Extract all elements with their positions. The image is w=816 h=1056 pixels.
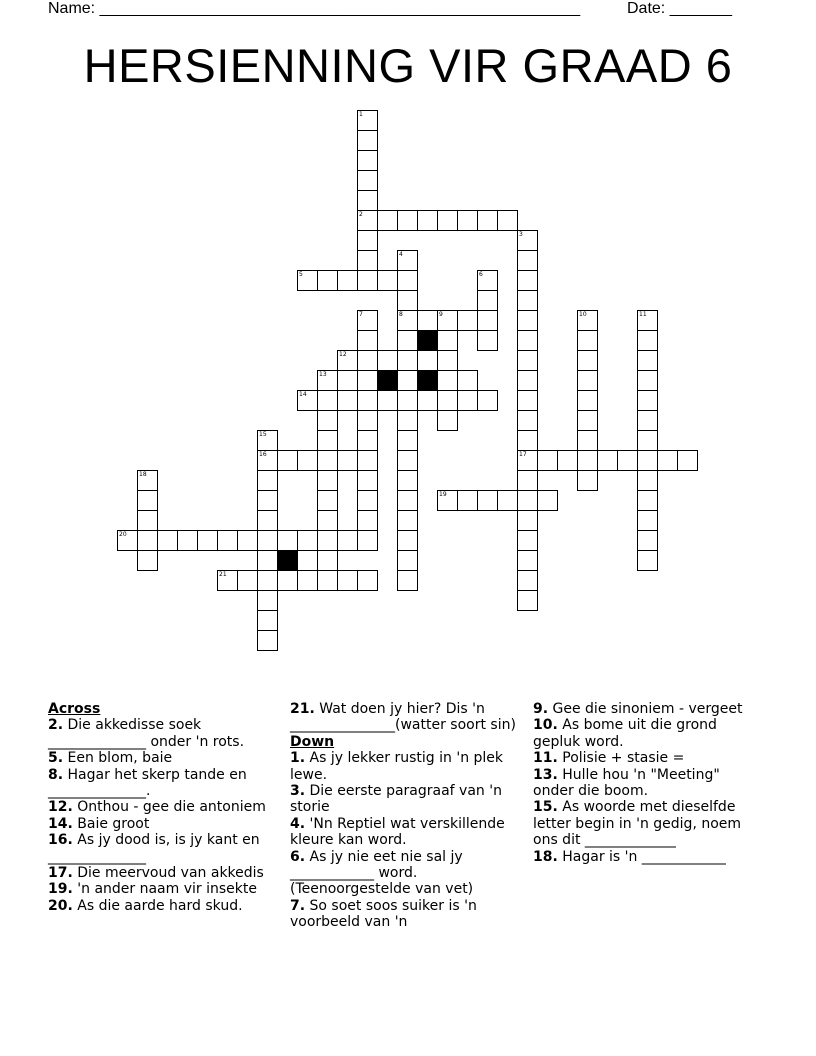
grid-cell[interactable] xyxy=(357,510,378,531)
grid-cell[interactable] xyxy=(417,390,438,411)
cell-number: 16 xyxy=(259,451,267,458)
cell-number: 2 xyxy=(359,211,363,218)
grid-cell[interactable] xyxy=(357,110,378,131)
grid-cell[interactable] xyxy=(537,490,558,511)
grid-cell[interactable] xyxy=(397,430,418,451)
grid-cell[interactable] xyxy=(257,510,278,531)
grid-cell[interactable] xyxy=(257,630,278,651)
grid-cell[interactable] xyxy=(577,390,598,411)
grid-cell[interactable] xyxy=(517,290,538,311)
grid-cell[interactable] xyxy=(217,530,238,551)
grid-cell[interactable] xyxy=(317,270,338,291)
grid-cell[interactable] xyxy=(637,370,658,391)
grid-cell[interactable] xyxy=(357,450,378,471)
grid-cell[interactable] xyxy=(397,310,418,331)
grid-cell[interactable] xyxy=(257,470,278,491)
clue-down-11: 11. Polisie + stasie = xyxy=(533,750,685,767)
grid-cell[interactable] xyxy=(317,370,338,391)
grid-cell[interactable] xyxy=(237,570,258,591)
grid-cell[interactable] xyxy=(317,510,338,531)
grid-cell[interactable] xyxy=(357,570,378,591)
grid-cell[interactable] xyxy=(597,450,618,471)
grid-cell[interactable] xyxy=(517,370,538,391)
grid-cell[interactable] xyxy=(457,490,478,511)
grid-cell[interactable] xyxy=(477,310,498,331)
clue-across-14: 14. Baie groot xyxy=(48,815,150,832)
grid-cell[interactable] xyxy=(337,530,358,551)
grid-cell[interactable] xyxy=(577,370,598,391)
grid-cell[interactable] xyxy=(337,270,358,291)
grid-cell[interactable] xyxy=(437,350,458,371)
grid-cell[interactable] xyxy=(397,450,418,471)
grid-cell[interactable] xyxy=(517,310,538,331)
grid-cell[interactable] xyxy=(637,450,658,471)
grid-cell[interactable] xyxy=(397,530,418,551)
grid-cell[interactable] xyxy=(457,370,478,391)
grid-cell[interactable] xyxy=(317,570,338,591)
grid-cell[interactable] xyxy=(397,290,418,311)
grid-cell[interactable] xyxy=(517,230,538,251)
grid-cell[interactable] xyxy=(277,530,298,551)
cell-number: 9 xyxy=(439,311,443,318)
clue-down-9: 9. Gee die sinoniem - vergeet xyxy=(533,701,743,717)
grid-cell[interactable] xyxy=(517,550,538,571)
grid-cell[interactable] xyxy=(537,450,558,471)
grid-cell[interactable] xyxy=(397,510,418,531)
grid-cell[interactable] xyxy=(397,390,418,411)
black-cell xyxy=(417,370,438,391)
grid-cell[interactable] xyxy=(257,490,278,511)
grid-cell[interactable] xyxy=(117,530,138,551)
grid-cell[interactable] xyxy=(357,150,378,171)
grid-cell[interactable] xyxy=(477,330,498,351)
grid-cell[interactable] xyxy=(417,350,438,371)
grid-cell[interactable] xyxy=(357,270,378,291)
grid-cell[interactable] xyxy=(517,270,538,291)
cell-number: 6 xyxy=(479,271,483,278)
grid-cell[interactable] xyxy=(577,470,598,491)
cell-number: 1 xyxy=(359,111,363,118)
across-heading: Across xyxy=(48,701,101,717)
clue-down-6: 6. As jy nie eet nie sal jy ____________ word. (Teenoorgestelde van vet) xyxy=(290,848,474,898)
grid-cell[interactable] xyxy=(377,210,398,231)
clue-down-13: 13. Hulle hou 'n "Meeting" onder die boom. xyxy=(533,766,720,800)
black-cell xyxy=(377,370,398,391)
grid-cell[interactable] xyxy=(317,410,338,431)
grid-cell[interactable] xyxy=(357,310,378,331)
grid-cell[interactable] xyxy=(517,590,538,611)
grid-cell[interactable] xyxy=(577,410,598,431)
grid-cell[interactable] xyxy=(257,550,278,571)
grid-cell[interactable] xyxy=(517,510,538,531)
clue-down-7: 7. So soet soos suiker is 'n voorbeeld van 'n xyxy=(290,897,477,931)
grid-cell[interactable] xyxy=(137,530,158,551)
black-cell xyxy=(277,550,298,571)
grid-cell[interactable] xyxy=(237,530,258,551)
grid-cell[interactable] xyxy=(137,550,158,571)
grid-cell[interactable] xyxy=(637,350,658,371)
grid-cell[interactable] xyxy=(197,530,218,551)
cell-number: 10 xyxy=(579,311,587,318)
grid-cell[interactable] xyxy=(437,210,458,231)
grid-cell[interactable] xyxy=(517,350,538,371)
grid-cell[interactable] xyxy=(257,450,278,471)
grid-cell[interactable] xyxy=(297,530,318,551)
cell-number: 12 xyxy=(339,351,347,358)
clue-across-8: 8. Hagar het skerp tande en ______________. xyxy=(48,766,247,800)
grid-cell[interactable] xyxy=(337,390,358,411)
grid-cell[interactable] xyxy=(357,250,378,271)
clue-down-3: 3. Die eerste paragraaf van 'n storie xyxy=(290,783,502,816)
cell-number: 7 xyxy=(359,311,363,318)
grid-cell[interactable] xyxy=(397,270,418,291)
clue-across-16: 16. As jy dood is, is jy kant en ______________ xyxy=(48,832,260,865)
grid-cell[interactable] xyxy=(457,310,478,331)
grid-cell[interactable] xyxy=(217,570,238,591)
grid-cell[interactable] xyxy=(397,470,418,491)
grid-cell[interactable] xyxy=(637,510,658,531)
cell-number: 19 xyxy=(439,491,447,498)
grid-cell[interactable] xyxy=(517,250,538,271)
grid-cell[interactable] xyxy=(517,390,538,411)
grid-cell[interactable] xyxy=(397,570,418,591)
grid-cell[interactable] xyxy=(557,450,578,471)
grid-cell[interactable] xyxy=(337,350,358,371)
grid-cell[interactable] xyxy=(577,310,598,331)
grid-cell[interactable] xyxy=(277,450,298,471)
grid-cell[interactable] xyxy=(477,270,498,291)
grid-cell[interactable] xyxy=(357,170,378,191)
grid-cell[interactable] xyxy=(637,530,658,551)
grid-cell[interactable] xyxy=(157,530,178,551)
grid-cell[interactable] xyxy=(317,470,338,491)
grid-cell[interactable] xyxy=(477,210,498,231)
grid-cell[interactable] xyxy=(577,330,598,351)
grid-cell[interactable] xyxy=(297,570,318,591)
grid-cell[interactable] xyxy=(357,370,378,391)
grid-cell[interactable] xyxy=(357,230,378,251)
grid-cell[interactable] xyxy=(477,490,498,511)
grid-cell[interactable] xyxy=(257,610,278,631)
clues-column-3 xyxy=(533,701,763,865)
down-heading: Down xyxy=(290,733,335,750)
grid-cell[interactable] xyxy=(637,410,658,431)
grid-cell[interactable] xyxy=(477,390,498,411)
clue-down-1: 1. As jy lekker rustig in 'n plek lewe. xyxy=(290,750,504,783)
grid-cell[interactable] xyxy=(397,210,418,231)
grid-cell[interactable] xyxy=(277,570,298,591)
grid-cell[interactable] xyxy=(437,370,458,391)
grid-cell[interactable] xyxy=(437,330,458,351)
grid-cell[interactable] xyxy=(397,550,418,571)
grid-cell[interactable] xyxy=(637,390,658,411)
grid-cell[interactable] xyxy=(317,390,338,411)
grid-cell[interactable] xyxy=(457,390,478,411)
grid-cell[interactable] xyxy=(397,490,418,511)
grid-cell[interactable] xyxy=(397,350,418,371)
grid-cell[interactable] xyxy=(137,510,158,531)
cell-number: 13 xyxy=(319,371,327,378)
cell-number: 5 xyxy=(299,271,303,278)
grid-cell[interactable] xyxy=(517,430,538,451)
cell-number: 15 xyxy=(259,431,267,438)
cell-number: 11 xyxy=(639,311,647,318)
grid-cell[interactable] xyxy=(357,390,378,411)
grid-cell[interactable] xyxy=(517,410,538,431)
grid-cell[interactable] xyxy=(357,130,378,151)
grid-cell[interactable] xyxy=(317,450,338,471)
grid-cell[interactable] xyxy=(357,190,378,211)
grid-cell[interactable] xyxy=(517,330,538,351)
grid-cell[interactable] xyxy=(397,250,418,271)
grid-cell[interactable] xyxy=(257,530,278,551)
cell-number: 4 xyxy=(399,251,403,258)
cell-number: 8 xyxy=(399,311,403,318)
grid-cell[interactable] xyxy=(337,450,358,471)
grid-cell[interactable] xyxy=(317,550,338,571)
cell-number: 17 xyxy=(519,451,527,458)
clue-down-18: 18. Hagar is 'n ____________ xyxy=(533,848,726,865)
grid-cell[interactable] xyxy=(657,450,678,471)
grid-cell[interactable] xyxy=(637,550,658,571)
grid-cell[interactable] xyxy=(437,410,458,431)
grid-cell[interactable] xyxy=(437,390,458,411)
grid-cell[interactable] xyxy=(457,210,478,231)
grid-cell[interactable] xyxy=(437,310,458,331)
grid-cell[interactable] xyxy=(317,430,338,451)
grid-cell[interactable] xyxy=(497,490,518,511)
grid-cell[interactable] xyxy=(317,490,338,511)
grid-cell[interactable] xyxy=(577,430,598,451)
grid-cell[interactable] xyxy=(357,470,378,491)
grid-cell[interactable] xyxy=(377,270,398,291)
cell-number: 20 xyxy=(119,531,127,538)
grid-cell[interactable] xyxy=(417,310,438,331)
cell-number: 14 xyxy=(299,391,307,398)
grid-cell[interactable] xyxy=(637,310,658,331)
grid-cell[interactable] xyxy=(577,450,598,471)
black-cell xyxy=(417,330,438,351)
grid-cell[interactable] xyxy=(637,490,658,511)
grid-cell[interactable] xyxy=(317,530,338,551)
grid-cell[interactable] xyxy=(297,450,318,471)
grid-cell[interactable] xyxy=(517,450,538,471)
grid-cell[interactable] xyxy=(637,430,658,451)
grid-cell[interactable] xyxy=(297,390,318,411)
grid-cell[interactable] xyxy=(297,270,318,291)
grid-cell[interactable] xyxy=(477,290,498,311)
grid-cell[interactable] xyxy=(357,410,378,431)
grid-cell[interactable] xyxy=(677,450,698,471)
clue-down-10: 10. As bome uit die grond gepluk word. xyxy=(533,717,717,750)
grid-cell[interactable] xyxy=(417,210,438,231)
grid-cell[interactable] xyxy=(337,570,358,591)
grid-cell[interactable] xyxy=(357,430,378,451)
grid-cell[interactable] xyxy=(397,410,418,431)
grid-cell[interactable] xyxy=(337,370,358,391)
cell-number: 3 xyxy=(519,231,523,238)
grid-cell[interactable] xyxy=(577,350,598,371)
grid-cell[interactable] xyxy=(257,590,278,611)
grid-cell[interactable] xyxy=(437,490,458,511)
grid-cell[interactable] xyxy=(397,330,418,351)
grid-cell[interactable] xyxy=(497,210,518,231)
cell-number: 18 xyxy=(139,471,147,478)
clue-across-17: 17. Die meervoud van akkedis xyxy=(48,865,264,882)
cell-number: 21 xyxy=(219,571,227,578)
grid-cell[interactable] xyxy=(357,210,378,231)
clue-across-5: 5. Een blom, baie xyxy=(48,750,173,767)
grid-cell[interactable] xyxy=(397,370,418,391)
grid-cell[interactable] xyxy=(617,450,638,471)
grid-cell[interactable] xyxy=(517,530,538,551)
grid-cell[interactable] xyxy=(357,330,378,351)
clue-across-21: 21. Wat doen jy hier? Dis 'n _______________(watter soort sin) xyxy=(290,701,516,734)
grid-cell[interactable] xyxy=(637,330,658,351)
grid-cell[interactable] xyxy=(357,490,378,511)
grid-cell[interactable] xyxy=(137,470,158,491)
grid-cell[interactable] xyxy=(637,470,658,491)
clue-down-15: 15. As woorde met dieselfde letter begin in 'n gedig, noem ons dit _____________ xyxy=(533,799,742,849)
grid-cell[interactable] xyxy=(377,390,398,411)
clue-down-4: 4. 'Nn Reptiel wat verskillende kleure kan word. xyxy=(290,815,505,849)
grid-cell[interactable] xyxy=(517,490,538,511)
grid-cell[interactable] xyxy=(357,530,378,551)
clue-across-12: 12. Onthou - gee die antoniem xyxy=(48,799,266,816)
grid-cell[interactable] xyxy=(377,350,398,371)
page-title: HERSIENNING VIR GRAAD 6 xyxy=(83,39,733,92)
grid-cell[interactable] xyxy=(357,350,378,371)
grid-cell[interactable] xyxy=(257,430,278,451)
clues-column-2 xyxy=(290,701,520,931)
clue-across-20: 20. As die aarde hard skud. xyxy=(48,897,243,914)
grid-cell[interactable] xyxy=(257,570,278,591)
clues-column-1 xyxy=(48,701,276,914)
clue-across-19: 19. 'n ander naam vir insekte xyxy=(48,881,257,898)
name-field-label[interactable]: Name: ______________________________________________________ xyxy=(48,0,581,17)
grid-cell[interactable] xyxy=(517,570,538,591)
clue-across-2: 2. Die akkedisse soek ______________ onder 'n rots. xyxy=(48,717,245,750)
grid-cell[interactable] xyxy=(137,490,158,511)
grid-cell[interactable] xyxy=(177,530,198,551)
date-field-label[interactable]: Date: _______ xyxy=(627,0,732,17)
grid-cell[interactable] xyxy=(517,470,538,491)
